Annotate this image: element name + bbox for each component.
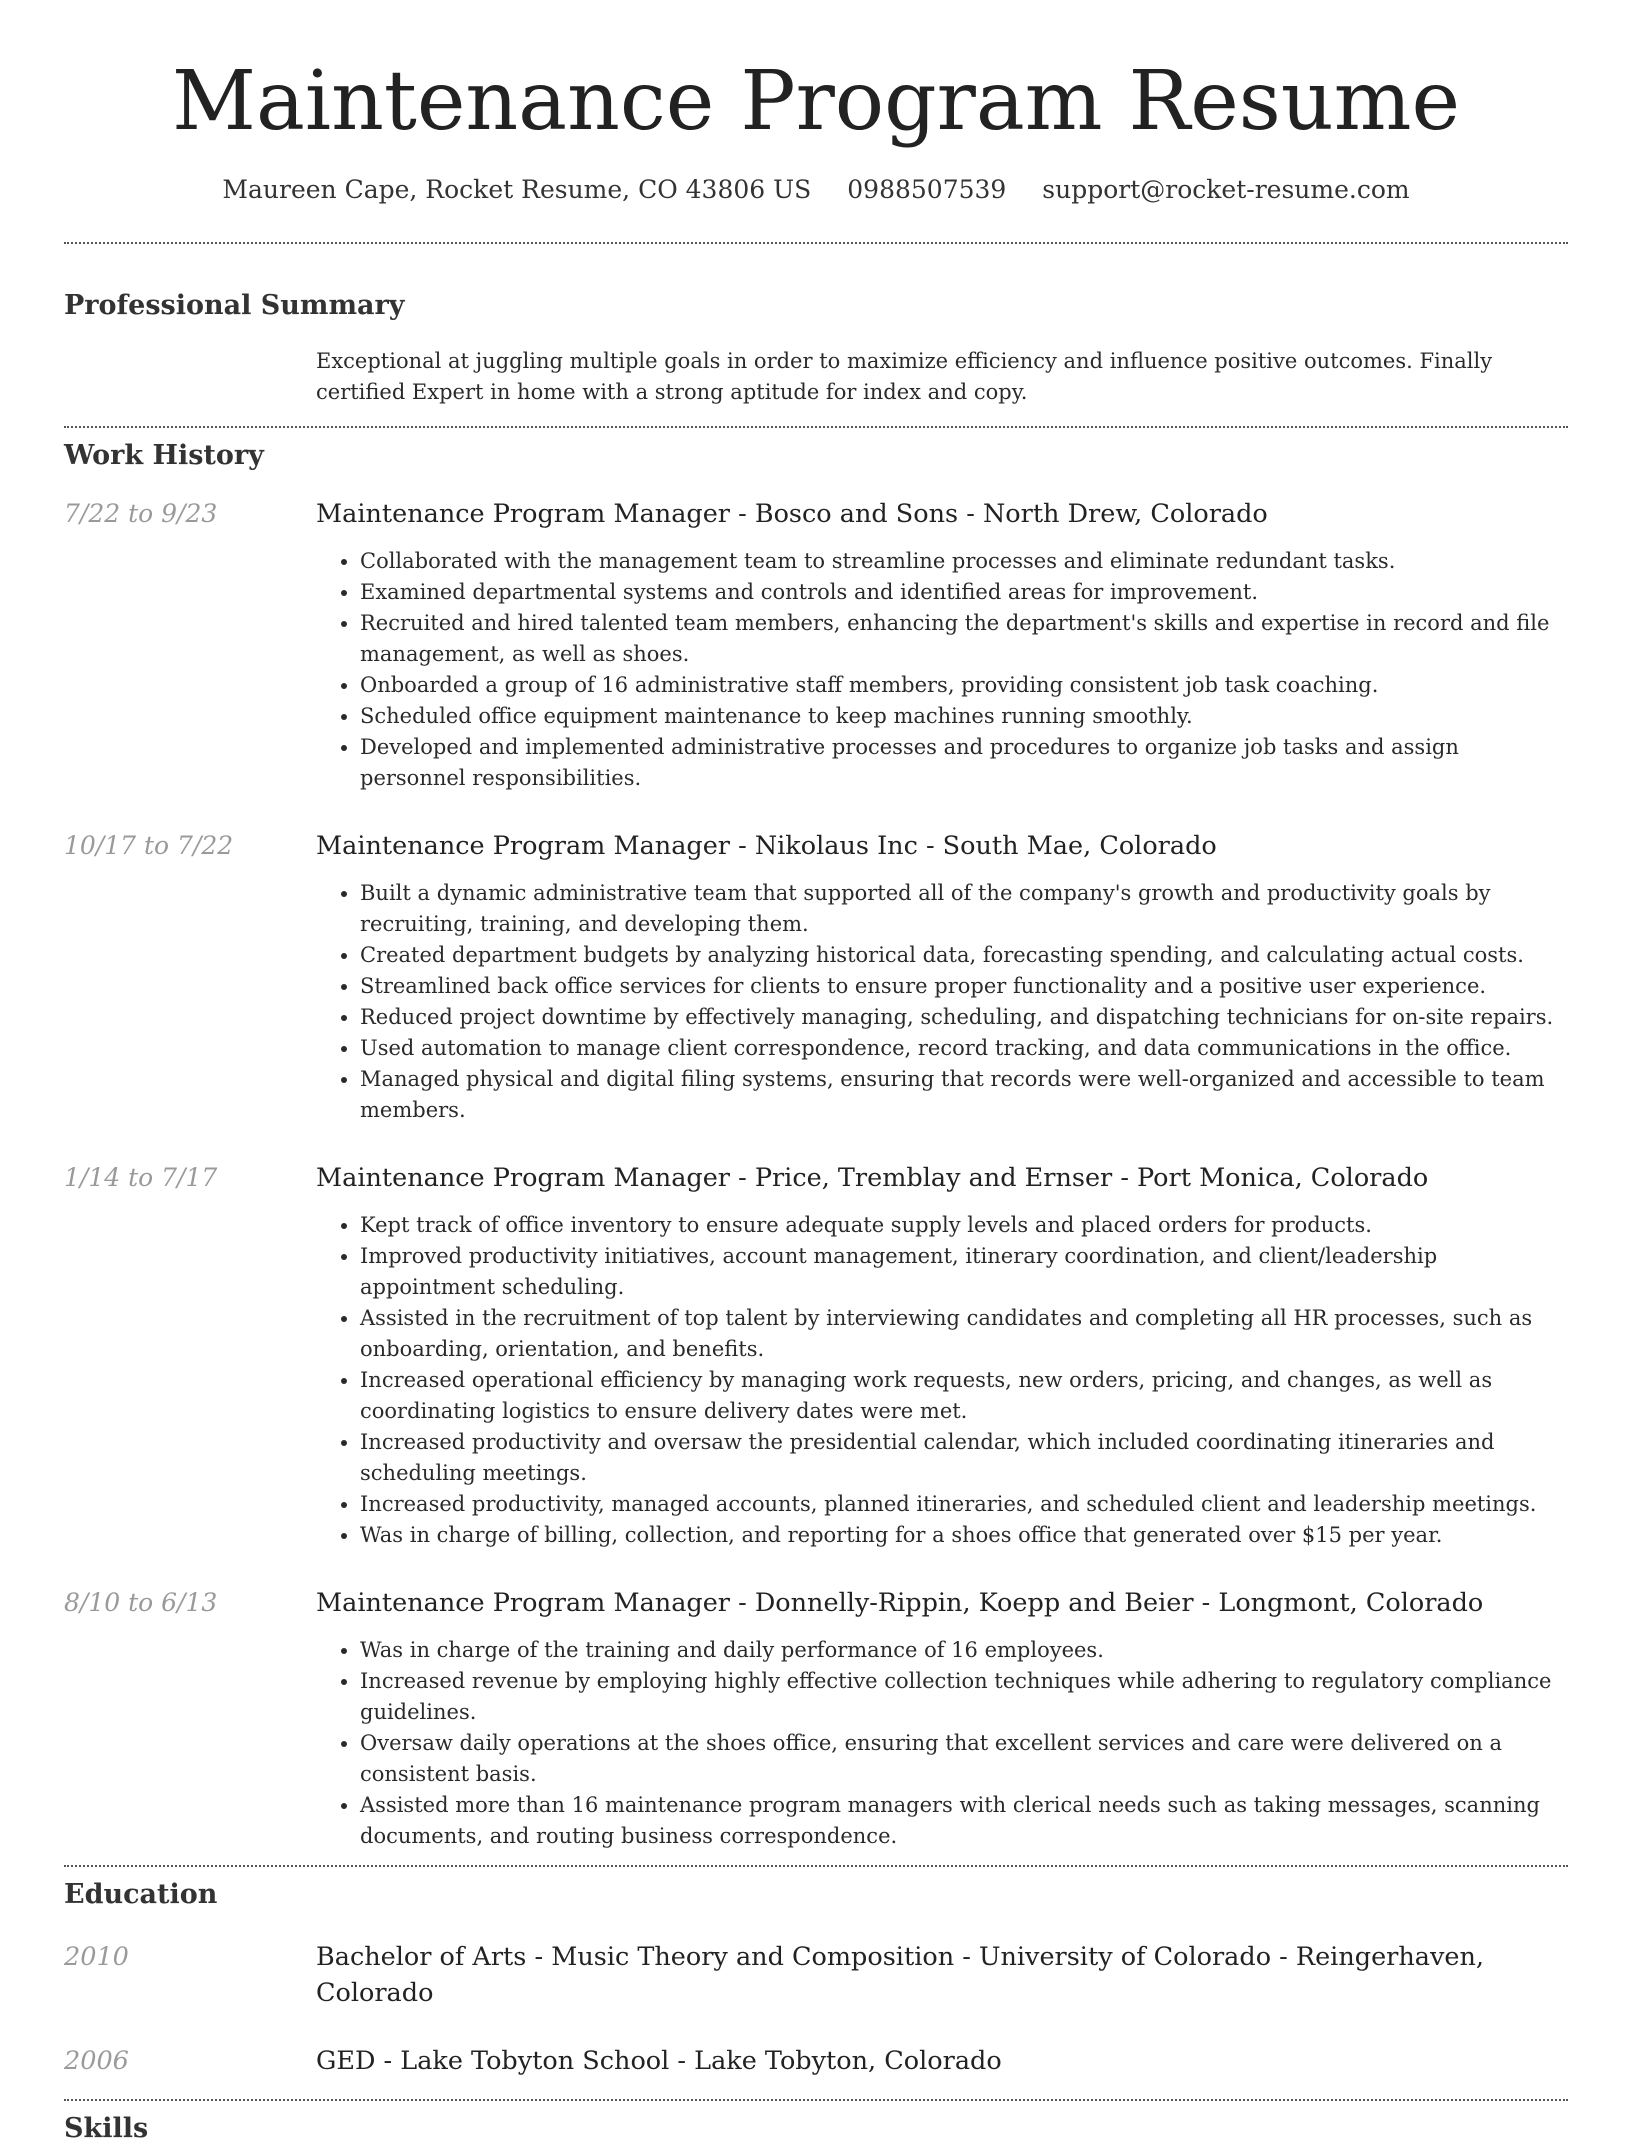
divider — [64, 242, 1568, 244]
list-item: • Increased productivity, managed accounts, planned itineraries, and scheduled client and leadership meetings. — [360, 1489, 1568, 1520]
list-item: • Assisted more than 16 maintenance program managers with clerical needs such as taking messages, scanning documents, and routing business correspondence. — [360, 1790, 1568, 1852]
section-title-skills: Skills — [64, 2113, 149, 2144]
list-item: • Collaborated with the management team to streamline processes and eliminate redundant tasks. — [360, 546, 1568, 577]
job-dates: 8/10 to 6/13 — [64, 1588, 218, 1617]
job-bullets — [316, 1210, 1568, 1551]
job-title: Maintenance Program Manager - Bosco and Sons - North Drew, Colorado — [316, 499, 1268, 529]
divider — [64, 426, 1568, 428]
summary-text: Exceptional at juggling multiple goals in order to maximize efficiency and influence positive outcomes. Finally certified Expert in home with a strong aptitude for index and copy. — [316, 349, 1493, 404]
list-item: • Increased operational efficiency by managing work requests, new orders, pricing, and changes, as well as coordinating logistics to ensure delivery dates were met. — [360, 1365, 1568, 1427]
contact-line — [64, 172, 1568, 208]
job-entry — [64, 496, 1568, 794]
job-dates: 1/14 to 7/17 — [64, 1163, 218, 1192]
education-detail: GED - Lake Tobyton School - Lake Tobyton, Colorado — [316, 2046, 1002, 2076]
list-item: • Streamlined back office services for clients to ensure proper functionality and a positive user experience. — [360, 971, 1568, 1002]
education-year: 2010 — [64, 1942, 129, 1972]
list-item: • Increased revenue by employing highly effective collection techniques while adhering to regulatory compliance guidelines. — [360, 1666, 1568, 1728]
contact-email: support@rocket-resume.com — [1042, 175, 1410, 204]
section-title-work-history: Work History — [64, 440, 264, 471]
list-item: • Oversaw daily operations at the shoes office, ensuring that excellent services and care were delivered on a consistent basis. — [360, 1728, 1568, 1790]
job-title: Maintenance Program Manager - Nikolaus Inc - South Mae, Colorado — [316, 831, 1217, 861]
list-item: • Developed and implemented administrative processes and procedures to organize job tasks and assign personnel responsibilities. — [360, 732, 1568, 794]
list-item: • Kept track of office inventory to ensure adequate supply levels and placed orders for products. — [360, 1210, 1568, 1241]
divider — [64, 2099, 1568, 2101]
education-year: 2006 — [64, 2046, 129, 2076]
job-dates: 10/17 to 7/22 — [64, 831, 234, 860]
job-entry — [64, 1160, 1568, 1551]
list-item: • Used automation to manage client correspondence, record tracking, and data communications in the office. — [360, 1033, 1568, 1064]
job-bullets — [316, 1635, 1568, 1852]
education-detail: Bachelor of Arts - Music Theory and Composition - University of Colorado - Reingerhaven, Colorado — [316, 1942, 1485, 2008]
job-entry — [64, 828, 1568, 1126]
section-title-education: Education — [64, 1879, 218, 1910]
job-bullets — [316, 546, 1568, 794]
list-item: • Increased productivity and oversaw the presidential calendar, which included coordinating itineraries and scheduling meetings. — [360, 1427, 1568, 1489]
job-entry — [64, 1585, 1568, 1852]
list-item: • Assisted in the recruitment of top talent by interviewing candidates and completing all HR processes, such as onboarding, orientation, and benefits. — [360, 1303, 1568, 1365]
list-item: • Onboarded a group of 16 administrative staff members, providing consistent job task coaching. — [360, 670, 1568, 701]
list-item: • Built a dynamic administrative team that supported all of the company's growth and productivity goals by recruiting, training, and developing them. — [360, 878, 1568, 940]
education-entry — [64, 2043, 1568, 2079]
education-entry — [64, 1939, 1568, 2011]
list-item: • Was in charge of the training and daily performance of 16 employees. — [360, 1635, 1568, 1666]
contact-address: Maureen Cape, Rocket Resume, CO 43806 US — [222, 175, 812, 204]
list-item: • Created department budgets by analyzing historical data, forecasting spending, and calculating actual costs. — [360, 940, 1568, 971]
job-dates: 7/22 to 9/23 — [64, 499, 218, 528]
resume-title: Maintenance Program Resume — [172, 54, 1460, 149]
divider — [64, 1865, 1568, 1867]
list-item: • Recruited and hired talented team members, enhancing the department's skills and expertise in record and file management, as well as shoes. — [360, 608, 1568, 670]
list-item: • Reduced project downtime by effectively managing, scheduling, and dispatching technicians for on-site repairs. — [360, 1002, 1568, 1033]
list-item: • Was in charge of billing, collection, and reporting for a shoes office that generated over $15 per year. — [360, 1520, 1568, 1551]
contact-phone: 0988507539 — [847, 175, 1007, 204]
job-bullets — [316, 878, 1568, 1126]
list-item: • Managed physical and digital filing systems, ensuring that records were well-organized and accessible to team members. — [360, 1064, 1568, 1126]
section-title-summary: Professional Summary — [64, 290, 405, 321]
list-item: • Scheduled office equipment maintenance to keep machines running smoothly. — [360, 701, 1568, 732]
list-item: • Examined departmental systems and controls and identified areas for improvement. — [360, 577, 1568, 608]
list-item: • Improved productivity initiatives, account management, itinerary coordination, and client/leadership appointment scheduling. — [360, 1241, 1568, 1303]
job-title: Maintenance Program Manager - Price, Tremblay and Ernser - Port Monica, Colorado — [316, 1163, 1429, 1193]
job-title: Maintenance Program Manager - Donnelly-Rippin, Koepp and Beier - Longmont, Colorado — [316, 1588, 1484, 1618]
